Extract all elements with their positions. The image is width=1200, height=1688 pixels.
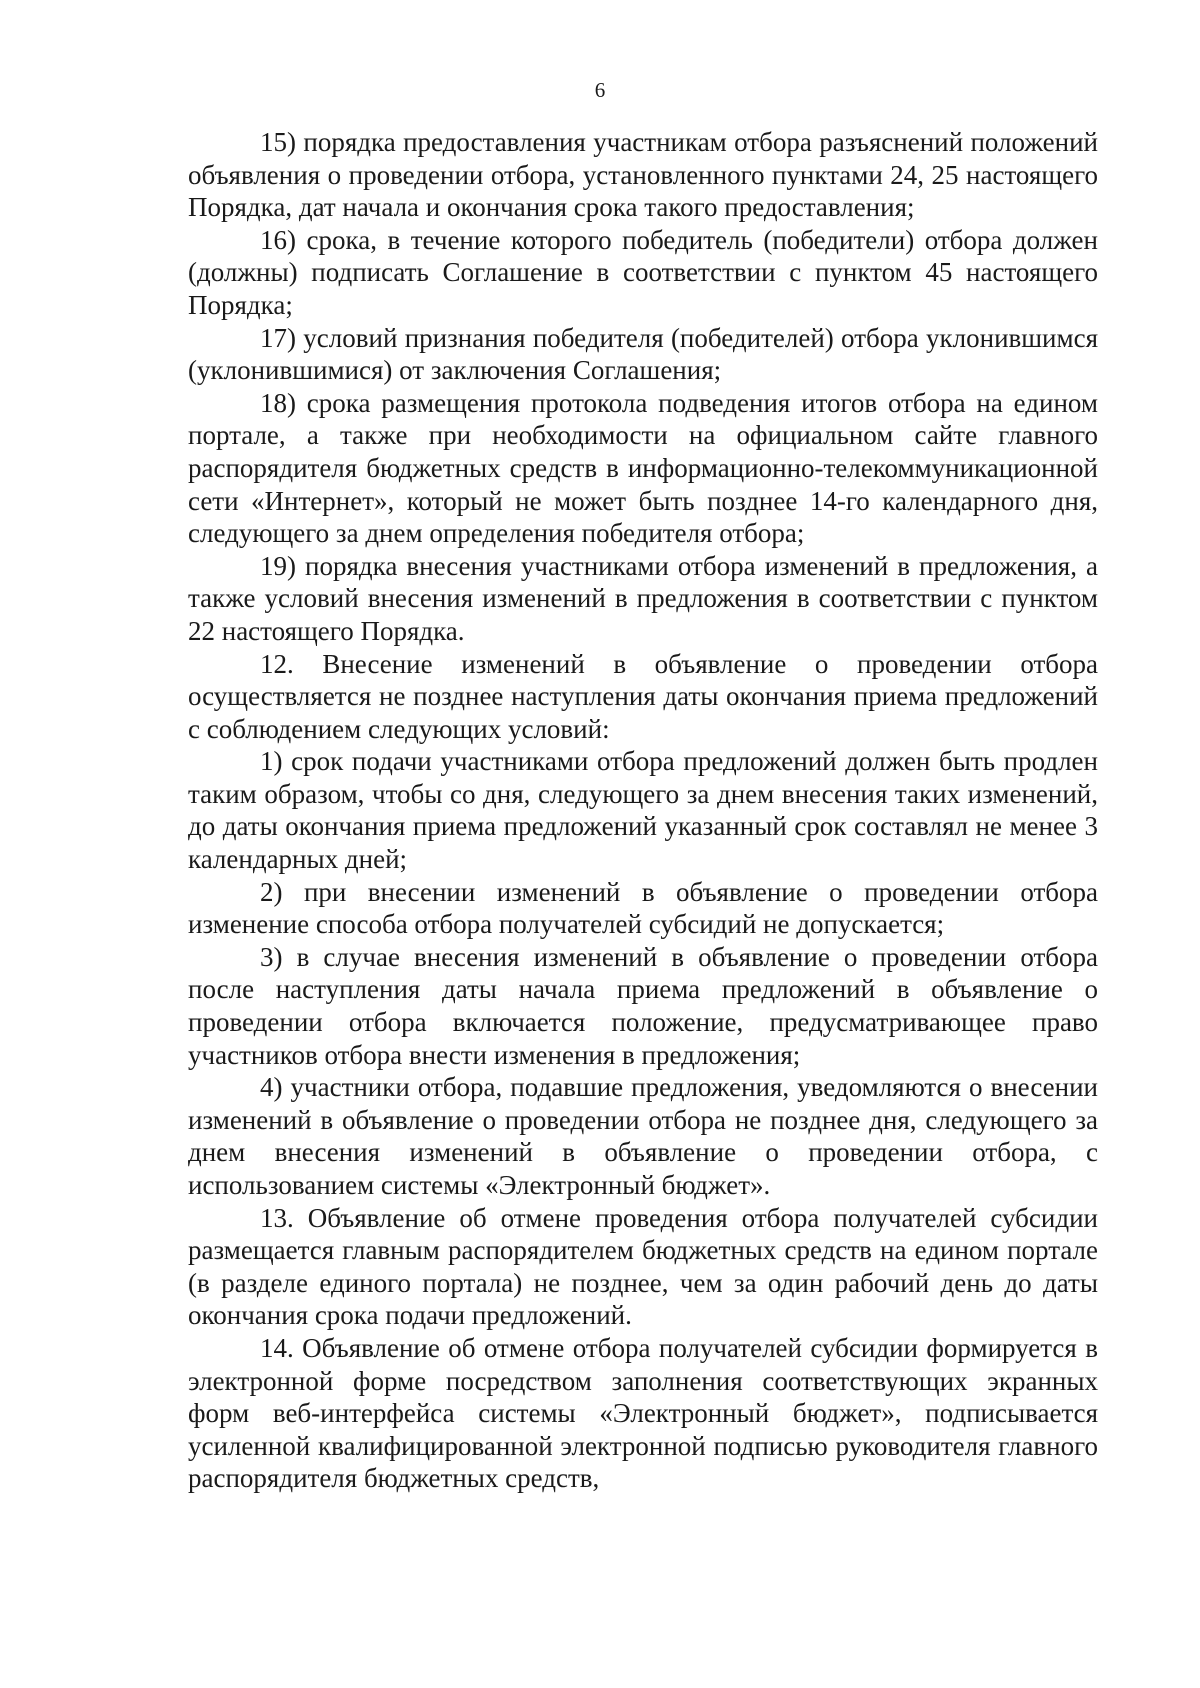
list-item-16: 16) срока, в течение которого победитель (победители) отбора должен (должны) подписать Соглашение в соответствии с пунктом 45 настоящего Порядка; [188, 224, 1098, 320]
clause-12-item-2: 2) при внесении изменений в объявление о проведении отбора изменение способа отбора получателей субсидий не допускается; [188, 876, 1098, 940]
list-item-15: 15) порядка предоставления участникам отбора разъяснений положений объявления о проведении отбора, установленного пунктами 24, 25 настоящего Порядка, дат начала и окончания срока такого предоставления; [188, 127, 1098, 223]
list-item-17: 17) условий признания победителя (победителей) отбора уклонившимся (уклонившимися) от заключения Соглашения; [188, 322, 1098, 386]
clause-12-item-3: 3) в случае внесения изменений в объявление о проведении отбора после наступления даты начала приема предложений в объявление о проведении отбора включается положение, предусматривающее право участников отбора внести изменения в предложения; [188, 941, 1098, 1070]
clause-12-item-1: 1) срок подачи участниками отбора предложений должен быть продлен таким образом, чтобы со дня, следующего за днем внесения таких изменений, до даты окончания приема предложений указанный срок составлял не менее 3 календарных дней; [188, 746, 1098, 875]
clause-12-item-4: 4) участники отбора, подавшие предложения, уведомляются о внесении изменений в объявление о проведении отбора не позднее дня, следующего за днем внесения изменений в объявление о проведении отбора, с использованием системы «Электронный бюджет». [188, 1072, 1098, 1200]
list-item-18: 18) срока размещения протокола подведения итогов отбора на едином портале, а также при необходимости на официальном сайте главного распорядителя бюджетных средств в информационно-телекоммуникационной сети «Интернет», который не может быть позднее 14-го календарного дня, следующего за днем определения победителя отбора; [188, 387, 1098, 549]
page-number: 6 [594, 78, 606, 102]
clause-13: 13. Объявление об отмене проведения отбора получателей субсидии размещается главным распорядителем бюджетных средств на едином портале (в разделе единого портала) не позднее, чем за один рабочий день до даты окончания срока подачи предложений. [188, 1202, 1098, 1331]
document-body [188, 126, 1098, 1495]
list-item-19: 19) порядка внесения участниками отбора изменений в предложения, а также условий внесения изменений в предложения в соответствии с пунктом 22 настоящего Порядка. [188, 550, 1098, 646]
clause-12: 12. Внесение изменений в объявление о проведении отбора осуществляется не позднее наступления даты окончания приема предложений с соблюдением следующих условий: [188, 648, 1098, 744]
clause-14: 14. Объявление об отмене отбора получателей субсидии формируется в электронной форме посредством заполнения соответствующих экранных форм веб-интерфейса системы «Электронный бюджет», подписывается усиленной квалифицированной электронной подписью руководителя главного распорядителя бюджетных средств, [188, 1332, 1098, 1494]
